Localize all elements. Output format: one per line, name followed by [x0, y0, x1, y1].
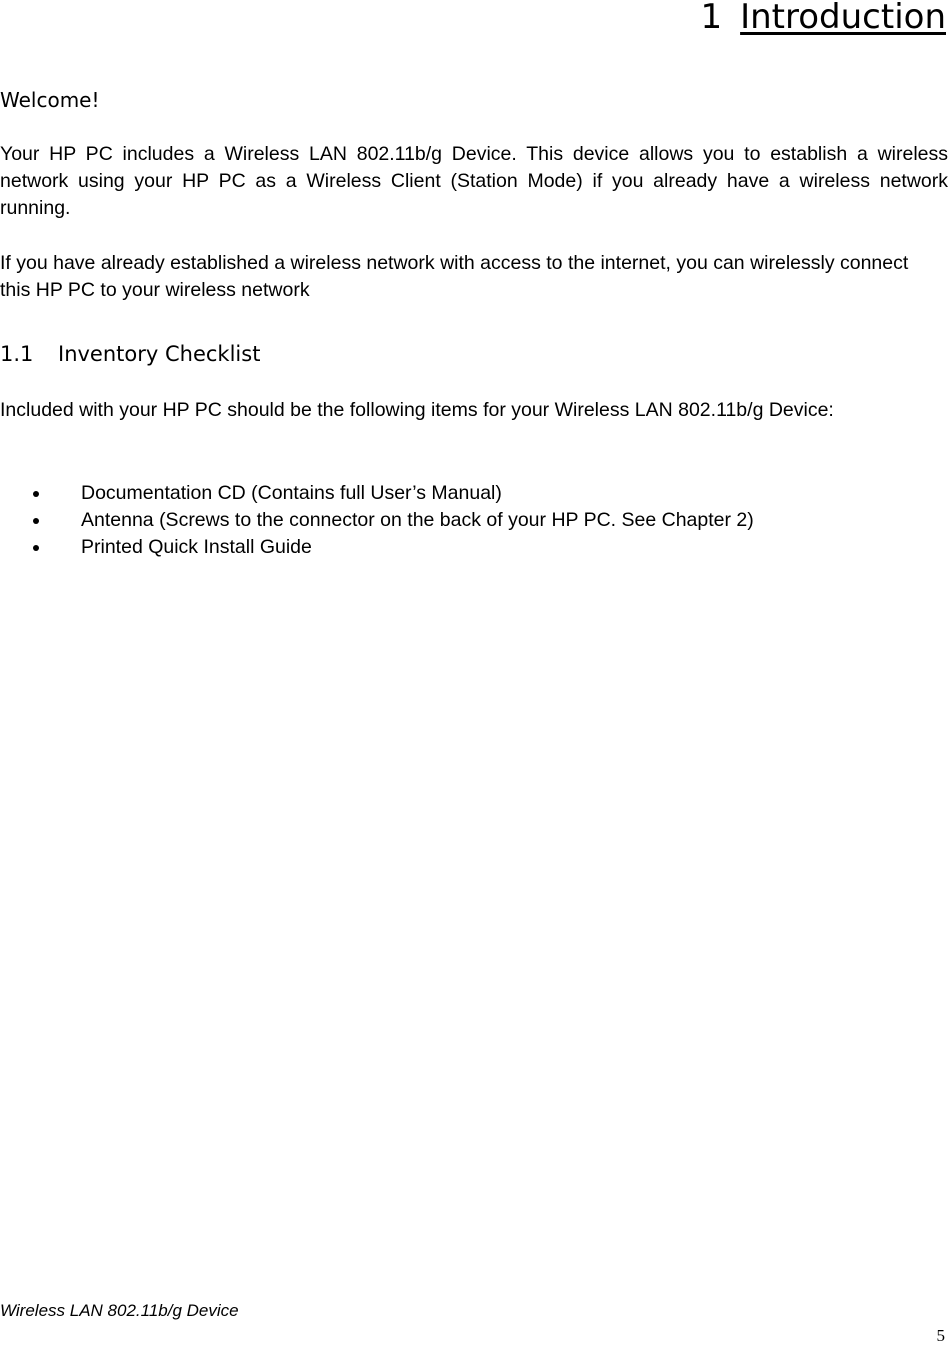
- chapter-title: Introduction: [740, 0, 946, 37]
- page-number: 5: [936, 1326, 945, 1345]
- list-item: [0, 480, 754, 507]
- footer-title: Wireless LAN 802.11b/g Device: [0, 1301, 239, 1320]
- list-item-text: Printed Quick Install Guide: [81, 536, 312, 558]
- internet-paragraph: If you have already established a wireless network with access to the internet, you can wirelessly connect this HP PC to your wireless network: [0, 252, 909, 301]
- section-number: 1.1: [0, 342, 34, 366]
- welcome-heading: Welcome!: [0, 88, 100, 112]
- bullet-icon: [33, 545, 39, 551]
- list-item-text: Antenna (Screws to the connector on the back of your HP PC. See Chapter 2): [81, 509, 754, 531]
- section-title: Inventory Checklist: [58, 342, 261, 366]
- bullet-icon: [33, 491, 39, 497]
- inventory-intro-paragraph: Included with your HP PC should be the following items for your Wireless LAN 802.11b/g Device:: [0, 399, 834, 421]
- chapter-number: 1: [700, 0, 723, 37]
- intro-paragraph: Your HP PC includes a Wireless LAN 802.11b/g Device. This device allows you to establish a wireless network using your HP PC as a Wireless Client (Station Mode) if you already have a wireless network running.: [0, 143, 948, 219]
- bullet-icon: [33, 518, 39, 524]
- list-item: [0, 534, 754, 561]
- inventory-list: [0, 480, 754, 561]
- section-heading: [0, 338, 260, 370]
- list-item-text: Documentation CD (Contains full User’s Manual): [81, 482, 502, 504]
- chapter-heading: [700, 0, 946, 42]
- list-item: [0, 507, 754, 534]
